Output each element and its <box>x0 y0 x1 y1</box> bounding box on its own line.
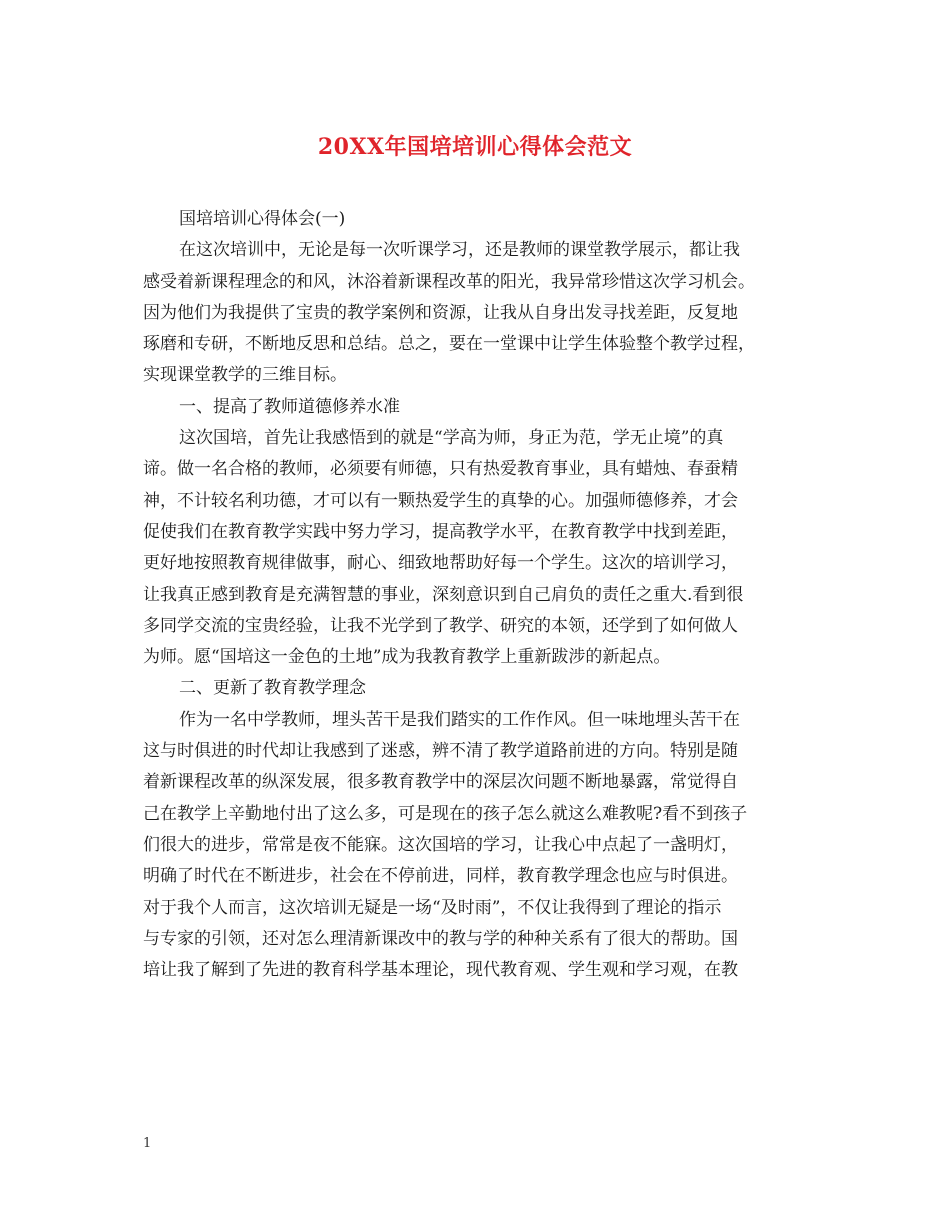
text-line: 己在教学上辛勤地付出了这么多，可是现在的孩子怎么就这么难教呢?看不到孩子 <box>143 803 748 824</box>
text-line: 感受着新课程理念的和风，沐浴着新课程改革的阳光，我异常珍惜这次学习机会。 <box>143 271 755 292</box>
document-body <box>143 204 823 986</box>
text-line: 为师。愿“国培这一金色的土地”成为我教育教学上重新跋涉的新起点。 <box>143 647 671 668</box>
text-line: 这次国培，首先让我感悟到的就是“学高为师，身正为范，学无止境”的真 <box>179 428 724 449</box>
text-line: 培让我了解到了先进的教育科学基本理论，现代教育观、学生观和学习观，在教 <box>143 960 738 981</box>
text-line: 与专家的引领，还对怎么理清新课改中的教与学的种种关系有了很大的帮助。国 <box>143 928 738 949</box>
text-line: 促使我们在教育教学实践中努力学习，提高教学水平，在教育教学中找到差距， <box>143 521 738 542</box>
document-title: 20XX年国培培训心得体会范文 <box>317 134 633 160</box>
text-line: 们很大的进步，常常是夜不能寐。这次国培的学习，让我心中点起了一盏明灯， <box>143 834 738 855</box>
text-line: 着新课程改革的纵深发展，很多教育教学中的深层次问题不断地暴露，常觉得自 <box>143 772 738 793</box>
text-line: 更好地按照教育规律做事，耐心、细致地帮助好每一个学生。这次的培训学习， <box>143 553 738 574</box>
text-line: 琢磨和专研，不断地反思和总结。总之，要在一堂课中让学生体验整个教学过程， <box>143 334 755 355</box>
page-number: 1 <box>143 1136 152 1151</box>
text-line: 作为一名中学教师，埋头苦干是我们踏实的工作作风。但一味地埋头苦干在 <box>179 709 740 730</box>
text-line: 神，不计较名利功德，才可以有一颗热爱学生的真挚的心。加强师德修养，才会 <box>143 490 738 511</box>
text-line: 二、更新了教育教学理念 <box>179 678 366 699</box>
text-line: 多同学交流的宝贵经验，让我不光学到了教学、研究的本领，还学到了如何做人 <box>143 615 738 636</box>
text-line: 谛。做一名合格的教师，必须要有师德，只有热爱教育事业，具有蜡烛、春蚕精 <box>143 459 738 480</box>
text-line: 在这次培训中，无论是每一次听课学习，还是教师的课堂教学展示，都让我 <box>179 240 740 261</box>
text-line: 国培培训心得体会(一) <box>179 209 346 229</box>
text-line: 这与时俱进的时代却让我感到了迷惑，辨不清了教学道路前进的方向。特别是随 <box>143 741 738 762</box>
text-line: 对于我个人而言，这次培训无疑是一场“及时雨”，不仅让我得到了理论的指示 <box>143 897 722 918</box>
text-line: 实现课堂教学的三维目标。 <box>143 365 347 386</box>
text-line: 因为他们为我提供了宝贵的教学案例和资源，让我从自身出发寻找差距，反复地 <box>143 302 738 323</box>
text-line: 一、提高了教师道德修养水准 <box>179 396 400 417</box>
text-line: 明确了时代在不断进步，社会在不停前进，同样，教育教学理念也应与时俱进。 <box>143 866 738 887</box>
text-line: 让我真正感到教育是充满智慧的事业，深刻意识到自己肩负的责任之重大.看到很 <box>143 584 744 605</box>
